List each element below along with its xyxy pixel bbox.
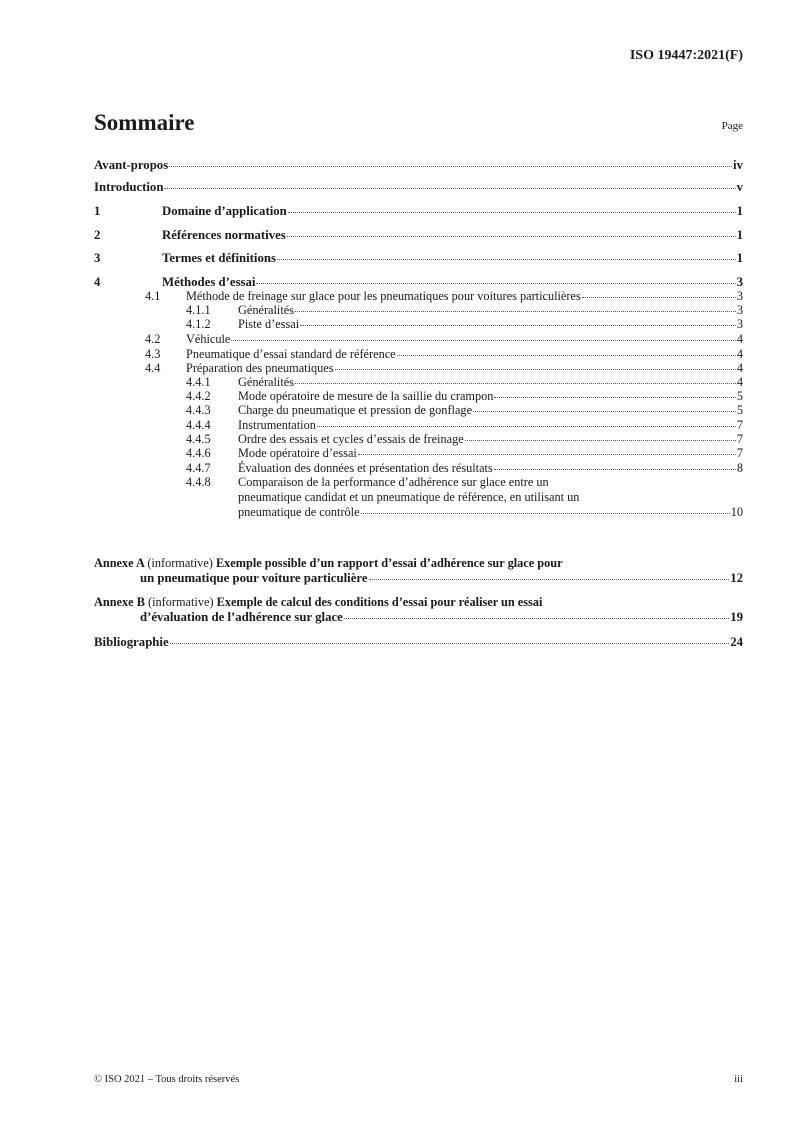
toc-entry-page: 1 xyxy=(736,251,743,265)
toc-entry-number: 4.1.2 xyxy=(186,317,211,331)
toc-entry-title: Termes et définitions xyxy=(162,251,276,265)
bibliography-title: Bibliographie xyxy=(94,635,169,649)
dot-leader xyxy=(295,383,736,384)
toc-entry-number: 4.4.6 xyxy=(186,446,211,460)
toc-entry-title: Préparation des pneumatiques xyxy=(186,361,334,375)
toc-entry-page: 4 xyxy=(736,347,743,361)
toc-entry-page: 1 xyxy=(736,228,743,242)
toc-entry-title: Introduction xyxy=(94,180,164,194)
toc-entry[interactable] xyxy=(94,204,743,218)
toc-entry[interactable] xyxy=(145,289,743,303)
toc-entry-page: 4 xyxy=(736,361,743,375)
toc-entry[interactable] xyxy=(94,158,743,172)
toc-entry[interactable] xyxy=(94,251,743,265)
toc-entry-title-line: Comparaison de la performance d’adhérence sur glace entre un xyxy=(238,475,549,489)
dot-leader xyxy=(231,340,735,341)
dot-leader xyxy=(277,259,736,260)
toc-entry-number: 4.4.3 xyxy=(186,403,211,417)
annex-label: Annexe B xyxy=(94,595,145,609)
dot-leader xyxy=(295,311,736,312)
toc-entry-number: 4.4.7 xyxy=(186,461,211,475)
bibliography-entry[interactable] xyxy=(94,635,743,649)
toc-entry-number: 4.4.1 xyxy=(186,375,211,389)
toc-entry-page: 5 xyxy=(736,403,743,417)
dot-leader xyxy=(358,454,736,455)
annex-label: Annexe A xyxy=(94,556,145,570)
annex-heading-line[interactable] xyxy=(94,556,563,570)
dot-leader xyxy=(494,397,735,398)
dot-leader xyxy=(369,579,730,580)
toc-entry-number: 1 xyxy=(94,204,101,218)
toc-entry-number: 4.4.2 xyxy=(186,389,211,403)
copyright: © ISO 2021 – Tous droits réservés xyxy=(94,1074,240,1085)
toc-entry-page: 3 xyxy=(736,303,743,317)
toc-entry-page: 7 xyxy=(736,446,743,460)
toc-entry-number: 4.4.5 xyxy=(186,432,211,446)
toc-entry[interactable] xyxy=(186,317,743,331)
dot-leader xyxy=(317,426,736,427)
toc-entry[interactable] xyxy=(186,303,743,317)
toc-entry-page: 3 xyxy=(736,289,743,303)
document-id: ISO 19447:2021(F) xyxy=(629,48,743,63)
toc-entry[interactable] xyxy=(186,461,743,475)
toc-entry-page: v xyxy=(736,180,743,194)
annex-page: 12 xyxy=(730,571,743,585)
toc-entry[interactable] xyxy=(186,446,743,460)
toc-entry-page: 8 xyxy=(736,461,743,475)
toc-entry[interactable] xyxy=(94,180,743,194)
toc-entry-title: Domaine d’application xyxy=(162,204,287,218)
annex-title-line: Exemple possible d’un rapport d’essai d’adhérence sur glace pour xyxy=(215,556,563,570)
toc-entry-page: 3 xyxy=(736,317,743,331)
toc-entry-title: Pneumatique d’essai standard de référence xyxy=(186,347,396,361)
dot-leader xyxy=(300,325,736,326)
toc-entry-number: 4.3 xyxy=(145,347,161,361)
toc-entry-page: 4 xyxy=(736,375,743,389)
toc-entry-page: iv xyxy=(733,158,743,172)
toc-entry[interactable] xyxy=(186,403,743,417)
toc-entry-title: pneumatique de contrôle xyxy=(238,505,360,519)
dot-leader xyxy=(344,618,729,619)
toc-entry[interactable] xyxy=(145,347,743,361)
toc-entry-title: Méthodes d’essai xyxy=(162,275,256,289)
toc-entry-title: Véhicule xyxy=(186,332,231,346)
toc-entry-title: Ordre des essais et cycles d’essais de freinage xyxy=(238,432,464,446)
bibliography-page: 24 xyxy=(730,635,743,649)
annex-title-line: un pneumatique pour voiture particulière xyxy=(140,571,368,585)
toc-entry-number: 4 xyxy=(94,275,101,289)
toc-entry-page: 5 xyxy=(736,389,743,403)
toc-entry-title-line: pneumatique candidat et un pneumatique de référence, en utilisant un xyxy=(238,490,580,504)
annex-type: (informative) xyxy=(147,556,213,570)
toc-entry-number: 4.2 xyxy=(145,332,161,346)
toc-entry-title: Généralités xyxy=(238,375,294,389)
toc-entry-number: 4.1 xyxy=(145,289,161,303)
annex-type: (informative) xyxy=(147,595,214,609)
toc-entry-title: Mode opératoire de mesure de la saillie du crampon xyxy=(238,389,494,403)
dot-leader xyxy=(170,643,730,644)
toc-entry-title: Évaluation des données et présentation des résultats xyxy=(238,461,493,475)
page-number: iii xyxy=(734,1074,743,1085)
toc-entry-number: 2 xyxy=(94,228,101,242)
toc-entry[interactable] xyxy=(186,375,743,389)
dot-leader xyxy=(164,188,735,189)
annex-heading-line[interactable] xyxy=(94,595,542,609)
toc-entry-title: Mode opératoire d’essai xyxy=(238,446,357,460)
toc-entry-page: 7 xyxy=(736,418,743,432)
toc-entry[interactable] xyxy=(94,275,743,289)
toc-entry-page: 4 xyxy=(736,332,743,346)
toc-entry[interactable] xyxy=(238,505,743,519)
page-column-label: Page xyxy=(721,120,743,132)
toc-entry-title: Avant-propos xyxy=(94,158,169,172)
toc-entry[interactable] xyxy=(145,332,743,346)
annex-entry[interactable] xyxy=(140,610,743,624)
footer xyxy=(94,1074,743,1085)
toc-entry-number: 4.4.4 xyxy=(186,418,211,432)
dot-leader xyxy=(287,236,736,237)
dot-leader xyxy=(361,513,730,514)
dot-leader xyxy=(256,283,735,284)
toc-entry-title: Piste d’essai xyxy=(238,317,300,331)
toc-entry-number: 4.1.1 xyxy=(186,303,211,317)
toc-entry-page: 1 xyxy=(736,204,743,218)
toc-entry-number: 3 xyxy=(94,251,101,265)
dot-leader xyxy=(397,355,736,356)
annex-page: 19 xyxy=(730,610,743,624)
dot-leader xyxy=(494,469,736,470)
toc-entry-number: 4.4 xyxy=(145,361,161,375)
dot-leader xyxy=(582,297,736,298)
annex-title-line: Exemple de calcul des conditions d’essai pour réaliser un essai xyxy=(216,595,543,609)
toc-entry-number: 4.4.8 xyxy=(186,475,211,489)
dot-leader xyxy=(169,166,732,167)
toc-entry-title: Instrumentation xyxy=(238,418,316,432)
toc-entry[interactable] xyxy=(94,228,743,242)
toc-entry-title: Méthode de freinage sur glace pour les pneumatiques pour voitures particulières xyxy=(186,289,581,303)
toc-title: Sommaire xyxy=(94,110,195,135)
toc-entry[interactable] xyxy=(186,432,743,446)
toc-entry[interactable] xyxy=(186,418,743,432)
dot-leader xyxy=(465,440,736,441)
dot-leader xyxy=(473,411,736,412)
dot-leader xyxy=(335,369,736,370)
toc-entry-page: 10 xyxy=(730,505,743,519)
toc-entry[interactable] xyxy=(145,361,743,375)
toc-entry-title: Généralités xyxy=(238,303,294,317)
toc-entry[interactable] xyxy=(186,389,743,403)
toc-entry-title: Charge du pneumatique et pression de gonflage xyxy=(238,403,473,417)
annex-title-line: d’évaluation de l’adhérence sur glace xyxy=(140,610,343,624)
toc-entry-page: 3 xyxy=(736,275,743,289)
annex-entry[interactable] xyxy=(140,571,743,585)
toc-entry-page: 7 xyxy=(736,432,743,446)
dot-leader xyxy=(288,212,736,213)
toc-entry-title: Références normatives xyxy=(162,228,286,242)
